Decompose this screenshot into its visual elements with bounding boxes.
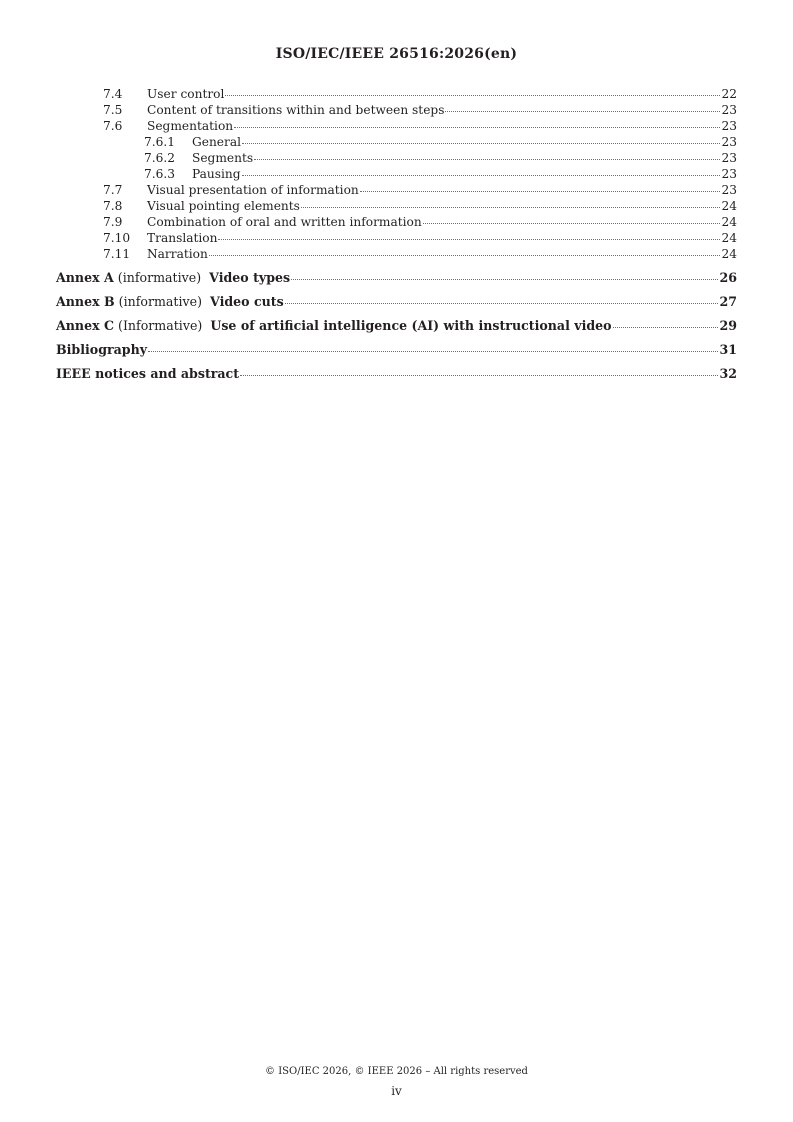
toc-entry-title: Content of transitions within and between steps — [147, 103, 445, 117]
dot-leader — [242, 174, 721, 176]
dot-leader — [218, 238, 720, 240]
annex-type: (informative) — [117, 270, 202, 285]
toc-entry-title: Bibliography — [56, 342, 148, 357]
toc-entry-7-10[interactable] — [103, 230, 737, 246]
annex-type: (Informative) — [118, 318, 203, 333]
footer-copyright: © ISO/IEC 2026, © IEEE 2026 – All rights reserved — [265, 1066, 528, 1077]
toc-entry-annex-c[interactable] — [56, 318, 737, 334]
toc-entry-page: 23 — [721, 151, 737, 165]
toc-entry-bibliography[interactable] — [56, 342, 737, 358]
toc-entry-page: 24 — [721, 247, 737, 261]
toc-entry-number: 7.6.1 — [144, 135, 176, 149]
dot-leader — [301, 206, 721, 208]
dot-leader — [225, 94, 720, 96]
toc-entry-page: 23 — [721, 135, 737, 149]
dot-leader — [445, 110, 720, 112]
toc-entry-page: 32 — [719, 366, 737, 381]
toc-entry-number: 7.6.3 — [144, 167, 176, 181]
toc-entry-page: 23 — [721, 183, 737, 197]
toc-entry-title: Visual presentation of information — [147, 183, 359, 197]
toc-entry-page: 24 — [721, 199, 737, 213]
toc-entry-7-4[interactable] — [103, 86, 737, 102]
toc-entry-page: 26 — [719, 270, 737, 285]
annex-label: Annex C — [56, 318, 115, 333]
toc-entry-7-6-1[interactable] — [144, 134, 737, 150]
dot-leader — [613, 326, 719, 328]
toc-entry-7-9[interactable] — [103, 214, 737, 230]
toc-entry-ieee-notices[interactable] — [56, 366, 737, 382]
toc-entry-7-5[interactable] — [103, 102, 737, 118]
toc-entry-number: 7.8 — [103, 199, 123, 213]
toc-entry-number: 7.6.2 — [144, 151, 176, 165]
toc-entry-title: Visual pointing elements — [147, 199, 300, 213]
toc-entry-page: 23 — [721, 103, 737, 117]
dot-leader — [148, 350, 718, 352]
toc-entry-page: 29 — [719, 318, 737, 333]
toc-entry-number: 7.4 — [103, 87, 123, 101]
toc-entry-title: User control — [147, 87, 225, 101]
annex-type: (informative) — [118, 294, 202, 309]
toc-entry-page: 24 — [721, 215, 737, 229]
toc-entry-page: 31 — [719, 342, 737, 357]
toc-entry-annex-b[interactable] — [56, 294, 737, 310]
toc-entry-page: 24 — [721, 231, 737, 245]
document-header: ISO/IEC/IEEE 26516:2026(en) — [275, 46, 518, 62]
toc-entry-title: Pausing — [192, 167, 241, 181]
annex-title: Video cuts — [210, 294, 284, 309]
dot-leader — [254, 158, 720, 160]
toc-entry-number: 7.10 — [103, 231, 131, 245]
toc-entry-title: Segments — [192, 151, 254, 165]
toc-entry-number: 7.9 — [103, 215, 123, 229]
annex-title: Video types — [209, 270, 291, 285]
dot-leader — [234, 126, 720, 128]
toc-entry-page: 23 — [721, 167, 737, 181]
toc-entry-7-7[interactable] — [103, 182, 737, 198]
toc-entry-page: 27 — [719, 294, 737, 309]
toc-entry-page: 23 — [721, 119, 737, 133]
toc-entry-number: 7.6 — [103, 119, 123, 133]
toc-entry-page: 22 — [721, 87, 737, 101]
toc-entry-number: 7.5 — [103, 103, 123, 117]
toc-entry-7-6[interactable] — [103, 118, 737, 134]
dot-leader — [242, 142, 720, 144]
toc-entry-7-6-2[interactable] — [144, 150, 737, 166]
annex-label: Annex B — [56, 294, 115, 309]
toc-entry-7-11[interactable] — [103, 246, 737, 262]
toc-entry-title: General — [192, 135, 241, 149]
toc-entry-title: Narration — [147, 247, 208, 261]
toc-entry-number: 7.11 — [103, 247, 131, 261]
footer-page-number: iv — [391, 1084, 402, 1098]
dot-leader — [291, 278, 718, 280]
toc-entry-7-6-3[interactable] — [144, 166, 737, 182]
toc-entry-title: Translation — [147, 231, 218, 245]
toc-entry-title: Combination of oral and written information — [147, 215, 422, 229]
toc-entry-title: Segmentation — [147, 119, 234, 133]
dot-leader — [423, 222, 721, 224]
toc-entry-title: IEEE notices and abstract — [56, 366, 240, 381]
toc-entry-annex-a[interactable] — [56, 270, 737, 286]
dot-leader — [360, 190, 721, 192]
dot-leader — [209, 254, 721, 256]
annex-label: Annex A — [56, 270, 114, 285]
toc-entry-7-8[interactable] — [103, 198, 737, 214]
dot-leader — [240, 374, 718, 376]
dot-leader — [285, 302, 719, 304]
annex-title: Use of artificial intelligence (AI) with instructional video — [210, 318, 612, 333]
toc-entry-number: 7.7 — [103, 183, 123, 197]
